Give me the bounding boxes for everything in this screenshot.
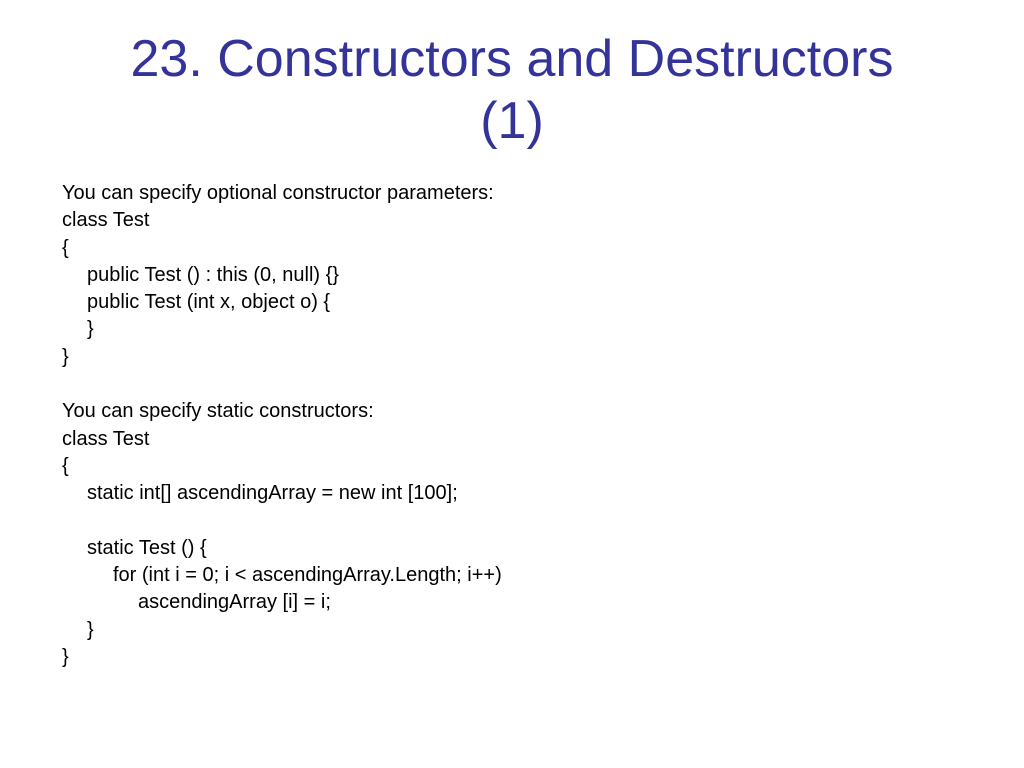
code-line: for (int i = 0; i < ascendingArray.Length; i++) bbox=[113, 564, 502, 587]
code-line: class Test bbox=[62, 209, 150, 232]
code-line: } bbox=[87, 618, 94, 641]
section2-intro: You can specify static constructors: bbox=[62, 400, 374, 423]
slide-title-line-1: 23. Constructors and Destructors bbox=[130, 30, 894, 88]
slide-title-line-2: (1) bbox=[480, 92, 544, 150]
code-line: { bbox=[62, 236, 69, 259]
code-line: static Test () { bbox=[87, 536, 207, 559]
code-line: public Test (int x, object o) { bbox=[87, 291, 331, 314]
code-line: static int[] ascendingArray = new int [100]; bbox=[87, 482, 458, 505]
blank-line bbox=[62, 508, 1002, 535]
code-line: public Test () : this (0, null) {} bbox=[87, 263, 339, 286]
code-line: } bbox=[87, 318, 94, 341]
blank-line bbox=[62, 371, 1002, 398]
code-line: { bbox=[62, 454, 69, 477]
code-line: } bbox=[62, 646, 69, 669]
code-line: } bbox=[62, 345, 69, 368]
section1-intro: You can specify optional constructor parameters: bbox=[62, 182, 494, 204]
code-line: class Test bbox=[62, 427, 150, 450]
code-line: ascendingArray [i] = i; bbox=[138, 591, 331, 614]
slide-title bbox=[0, 28, 1024, 152]
slide-body bbox=[62, 180, 1002, 671]
